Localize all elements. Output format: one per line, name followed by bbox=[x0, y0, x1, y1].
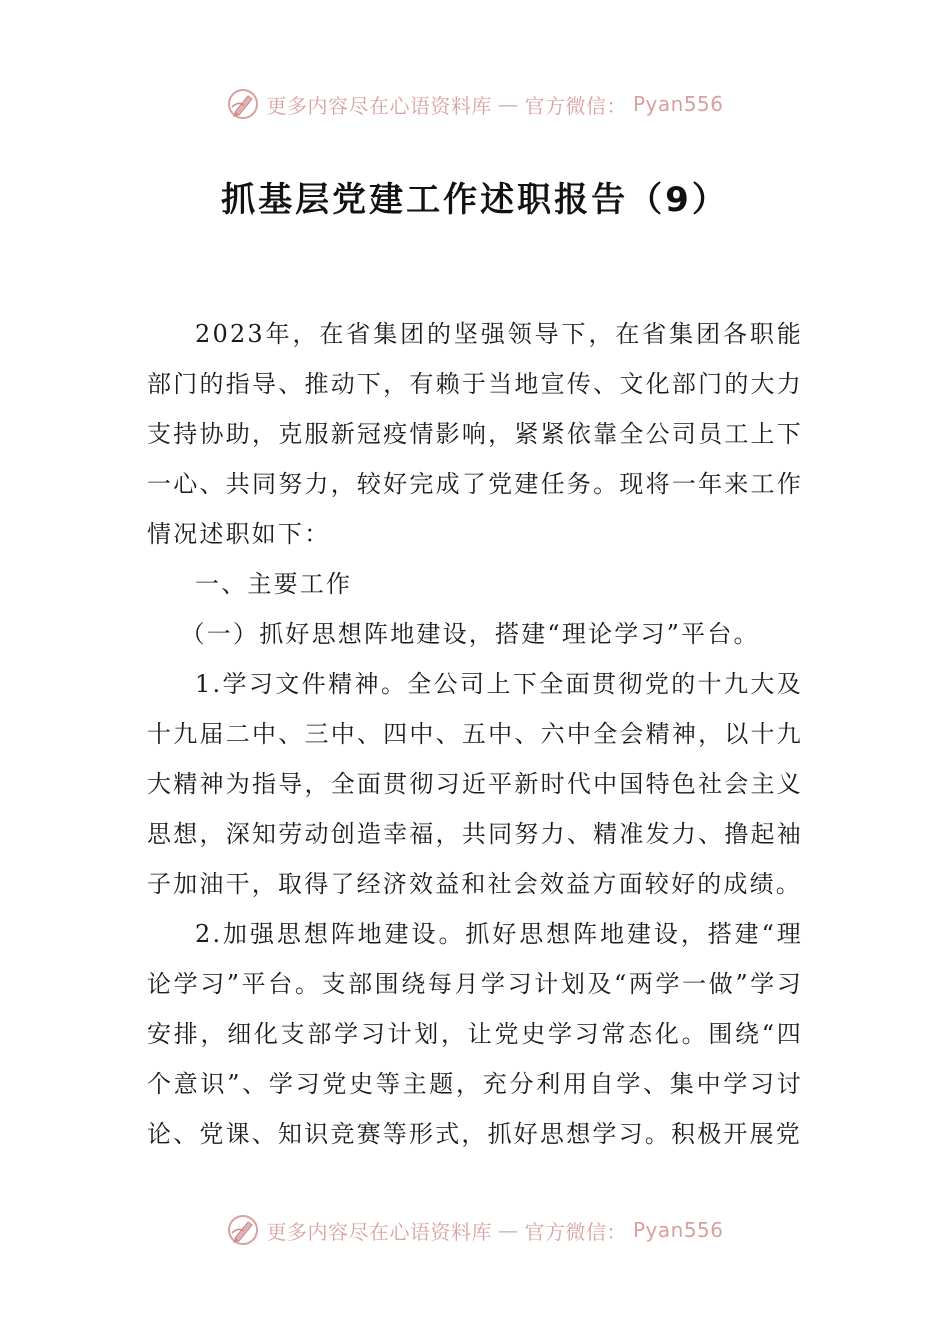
watermark-library-text: 更多内容尽在心语资料库 bbox=[266, 93, 492, 118]
watermark-contact-label: 官方微信： bbox=[524, 93, 627, 118]
paragraph-strengthen-ideology: 2.加强思想阵地建设。抓好思想阵地建设，搭建“理论学习”平台。支部围绕每月学习计划及“两学一做”学习安排，细化支部学习计划，让党史学习常态化。围绕“四个意识”、学习党史等主题，充分利用自学、集中学习讨论、党课、知识竞赛等形式，抓好思想学习。积极开展党 bbox=[147, 920, 803, 1148]
watermark-contact-label: 官方微信： bbox=[524, 1219, 627, 1244]
pen-logo-icon bbox=[226, 87, 260, 121]
watermark-separator: — bbox=[497, 1218, 519, 1242]
watermark-separator: — bbox=[497, 92, 519, 116]
document-title: 抓基层党建工作述职报告（9） bbox=[221, 180, 729, 220]
section-heading-main-work: 一、主要工作 bbox=[195, 570, 353, 598]
paragraph-intro: 2023年，在省集团的坚强领导下，在省集团各职能部门的指导、推动下，有赖于当地宣传、文化部门的大力支持协助，克服新冠疫情影响，紧紧依靠全公司员工上下一心、共同努力，较好完成了党建任务。现将一年来工作情况述职如下： bbox=[147, 320, 803, 548]
paragraph-study-documents: 1.学习文件精神。全公司上下全面贯彻党的十九大及十九届二中、三中、四中、五中、六中全会精神，以十九大精神为指导，全面贯彻习近平新时代中国特色社会主义思想，深知劳动创造幸福，共同努力、精准发力、撸起袖子加油干，取得了经济效益和社会效益方面较好的成绩。 bbox=[147, 670, 803, 898]
footer-watermark bbox=[0, 1210, 950, 1250]
subsection-heading-ideology: （一）抓好思想阵地建设，搭建“理论学习”平台。 bbox=[180, 620, 760, 648]
watermark-library-text: 更多内容尽在心语资料库 bbox=[266, 1219, 492, 1244]
document-body bbox=[147, 309, 803, 1159]
watermark-contact-id: Pyan556 bbox=[632, 1218, 724, 1242]
header-watermark bbox=[0, 84, 950, 124]
watermark-contact-id: Pyan556 bbox=[632, 92, 724, 116]
pen-logo-icon bbox=[226, 1213, 260, 1247]
